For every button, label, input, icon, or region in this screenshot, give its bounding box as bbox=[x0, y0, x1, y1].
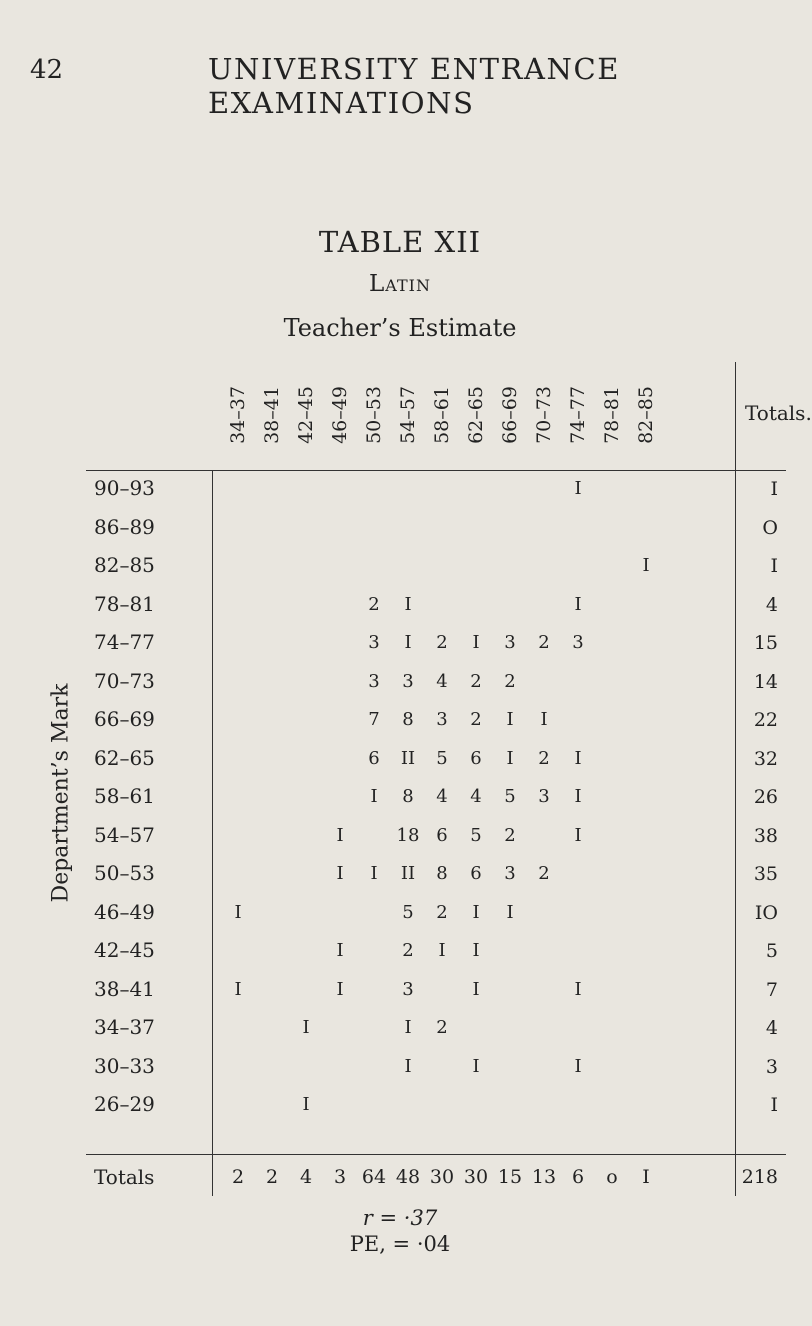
totals-column-header: Totals. bbox=[745, 401, 812, 425]
row-label: 30–33 bbox=[94, 1053, 155, 1078]
table-cell: 18 bbox=[396, 824, 420, 846]
table-cell: I bbox=[370, 786, 378, 807]
row-total: 4 bbox=[765, 1017, 778, 1039]
table-cell: 3 bbox=[572, 632, 584, 653]
probable-error: PE, = ·04 bbox=[349, 1232, 451, 1256]
table-cell: I bbox=[438, 940, 446, 961]
column-total: o bbox=[606, 1166, 618, 1188]
table-cell: 2 bbox=[436, 901, 448, 923]
row-label: 58–61 bbox=[94, 784, 155, 808]
table-cell: I bbox=[336, 824, 344, 846]
column-header-text: 66–69 bbox=[499, 386, 521, 444]
column-header bbox=[359, 362, 389, 468]
row-total: IO bbox=[754, 901, 778, 924]
column-total: 3 bbox=[333, 1166, 347, 1188]
table-cell: I bbox=[472, 978, 480, 1000]
column-header bbox=[257, 362, 287, 468]
table-cell: 6 bbox=[368, 747, 380, 769]
table-cell: II bbox=[400, 747, 416, 769]
table-cell: 5 bbox=[402, 901, 414, 923]
column-header-text: 74–77 bbox=[567, 386, 589, 444]
row-total: 35 bbox=[753, 863, 778, 885]
column-header-text: 70–73 bbox=[533, 386, 555, 444]
column-header bbox=[631, 362, 661, 468]
table-cell: I bbox=[574, 747, 582, 769]
table-cell: I bbox=[472, 940, 480, 961]
row-label: 50–53 bbox=[94, 861, 155, 885]
grand-total: 218 bbox=[741, 1166, 778, 1188]
table-cell: I bbox=[642, 555, 650, 576]
table-cell: 2 bbox=[470, 709, 482, 730]
row-total: 7 bbox=[765, 978, 778, 1001]
column-header-text: 50–53 bbox=[363, 386, 385, 444]
table-cell: 6 bbox=[470, 747, 482, 769]
table-cell: I bbox=[574, 478, 582, 499]
column-total: 2 bbox=[231, 1166, 245, 1188]
row-total: 14 bbox=[753, 670, 778, 693]
table-cell: 8 bbox=[402, 786, 414, 807]
column-header-text: 54–57 bbox=[397, 386, 419, 444]
column-header-text: 34–37 bbox=[227, 386, 249, 444]
table-cell: 2 bbox=[436, 632, 448, 653]
column-header bbox=[393, 362, 423, 468]
table-cell: I bbox=[472, 632, 480, 653]
table-cell: 5 bbox=[470, 824, 482, 846]
column-header-text: 78–81 bbox=[601, 386, 623, 444]
table-cell: 3 bbox=[368, 632, 380, 653]
correlation-coefficient: r = ·37 bbox=[362, 1206, 438, 1230]
table-cell: 7 bbox=[368, 709, 380, 730]
row-total: I bbox=[770, 1094, 778, 1116]
table-cell: 2 bbox=[538, 747, 550, 769]
row-total: 3 bbox=[765, 1055, 778, 1078]
column-total: 6 bbox=[571, 1166, 585, 1188]
table-cell: I bbox=[336, 940, 344, 961]
column-axis-label: Teacher’s Estimate bbox=[283, 314, 517, 342]
table-cell: 6 bbox=[470, 863, 482, 884]
table-cell: 2 bbox=[538, 863, 550, 884]
row-total: O bbox=[762, 516, 778, 539]
row-label: 54–57 bbox=[94, 822, 155, 847]
table-cell: 3 bbox=[504, 632, 516, 653]
table-cell: 2 bbox=[368, 593, 380, 615]
column-total: 64 bbox=[361, 1166, 387, 1188]
table-cell: II bbox=[400, 863, 416, 884]
table-title: TABLE XII bbox=[318, 225, 482, 259]
column-header bbox=[563, 362, 593, 468]
column-total: 30 bbox=[429, 1166, 455, 1188]
table-cell: I bbox=[404, 1055, 412, 1077]
table-cell: 8 bbox=[436, 863, 448, 884]
table-cell: I bbox=[234, 901, 242, 923]
table-cell: I bbox=[506, 747, 514, 769]
row-axis-label bbox=[44, 683, 78, 903]
row-total: 32 bbox=[753, 747, 778, 770]
table-cell: I bbox=[472, 901, 480, 923]
table-cell: I bbox=[234, 978, 242, 1000]
row-total: 26 bbox=[753, 786, 778, 808]
table-cell: I bbox=[574, 824, 582, 846]
table-cell: 3 bbox=[402, 978, 414, 1000]
table-cell: 4 bbox=[470, 786, 482, 807]
row-total: 15 bbox=[753, 632, 778, 654]
table-cell: 5 bbox=[436, 747, 448, 769]
row-label: 46–49 bbox=[94, 899, 155, 924]
table-cell: I bbox=[574, 1055, 582, 1077]
table-cell: 3 bbox=[504, 863, 516, 884]
column-total: 15 bbox=[497, 1166, 523, 1188]
table-cell: 2 bbox=[538, 632, 550, 653]
row-label: 82–85 bbox=[94, 553, 155, 577]
table-cell: I bbox=[506, 709, 514, 730]
row-label: 78–81 bbox=[94, 591, 155, 616]
header-rule bbox=[86, 470, 786, 471]
row-total: 4 bbox=[765, 593, 778, 616]
column-total: I bbox=[642, 1166, 650, 1188]
table-cell: 2 bbox=[504, 670, 516, 692]
row-label: 42–45 bbox=[94, 938, 155, 962]
column-header-text: 42–45 bbox=[295, 386, 317, 444]
table-cell: 3 bbox=[402, 670, 414, 692]
table-cell: 4 bbox=[436, 670, 448, 692]
row-label: 86–89 bbox=[94, 514, 155, 539]
column-header bbox=[461, 362, 491, 468]
column-total: 4 bbox=[299, 1166, 313, 1188]
table-cell: I bbox=[574, 593, 582, 615]
table-cell: I bbox=[404, 1017, 412, 1038]
column-header bbox=[529, 362, 559, 468]
table-cell: 3 bbox=[368, 670, 380, 692]
column-header-text: 62–65 bbox=[465, 386, 487, 444]
running-head: UNIVERSITY ENTRANCE EXAMINATIONS bbox=[208, 52, 621, 120]
column-header bbox=[325, 362, 355, 468]
column-header bbox=[223, 362, 253, 468]
totals-row-label: Totals bbox=[94, 1165, 155, 1189]
row-total: I bbox=[770, 478, 778, 500]
footer-rule bbox=[86, 1154, 786, 1155]
row-label: 74–77 bbox=[94, 630, 155, 654]
column-header-text: 38–41 bbox=[261, 386, 283, 444]
table-cell: I bbox=[404, 593, 412, 615]
table-cell: 4 bbox=[436, 786, 448, 807]
table-cell: I bbox=[540, 709, 548, 730]
row-total: 38 bbox=[753, 824, 778, 847]
column-header bbox=[427, 362, 457, 468]
column-header-text: 46–49 bbox=[329, 386, 351, 444]
table-cell: 2 bbox=[504, 824, 516, 846]
table-cell: I bbox=[404, 632, 412, 653]
table-cell: 2 bbox=[470, 670, 482, 692]
table-cell: I bbox=[370, 863, 378, 884]
table-cell: 3 bbox=[538, 786, 550, 807]
table-cell: I bbox=[302, 1017, 310, 1038]
row-total: I bbox=[770, 555, 778, 577]
column-header-text: 82–85 bbox=[635, 386, 657, 444]
table-cell: I bbox=[574, 786, 582, 807]
table-cell: I bbox=[472, 1055, 480, 1077]
table-cell: 2 bbox=[436, 1017, 448, 1038]
column-header bbox=[495, 362, 525, 468]
column-header bbox=[597, 362, 627, 468]
table-subject: Latin bbox=[369, 271, 431, 297]
table-cell: 5 bbox=[504, 786, 516, 807]
table-cell: I bbox=[302, 1094, 310, 1115]
row-label: 90–93 bbox=[94, 476, 155, 500]
column-header bbox=[291, 362, 321, 468]
row-label: 26–29 bbox=[94, 1092, 155, 1116]
row-label-divider bbox=[212, 470, 213, 1196]
table-cell: I bbox=[336, 863, 344, 884]
row-total: 22 bbox=[753, 709, 778, 731]
row-total: 5 bbox=[765, 940, 778, 962]
column-total: 2 bbox=[265, 1166, 279, 1188]
row-label: 34–37 bbox=[94, 1015, 155, 1039]
table-cell: 3 bbox=[436, 709, 448, 730]
table-cell: 2 bbox=[402, 940, 414, 961]
column-header-text: 58–61 bbox=[431, 386, 453, 444]
row-label: 62–65 bbox=[94, 745, 155, 770]
table-cell: I bbox=[336, 978, 344, 1000]
row-label: 38–41 bbox=[94, 976, 155, 1001]
column-total: 30 bbox=[463, 1166, 489, 1188]
table-cell: 8 bbox=[402, 709, 414, 730]
page-number: 42 bbox=[30, 55, 64, 85]
table-cell: I bbox=[574, 978, 582, 1000]
table-cell: I bbox=[506, 901, 514, 923]
row-label: 66–69 bbox=[94, 707, 155, 731]
column-total: 13 bbox=[531, 1166, 557, 1188]
row-axis-label-text: Department’s Mark bbox=[48, 683, 74, 903]
row-label: 70–73 bbox=[94, 668, 155, 693]
column-total: 48 bbox=[395, 1166, 421, 1188]
table-cell: 6 bbox=[436, 824, 448, 846]
